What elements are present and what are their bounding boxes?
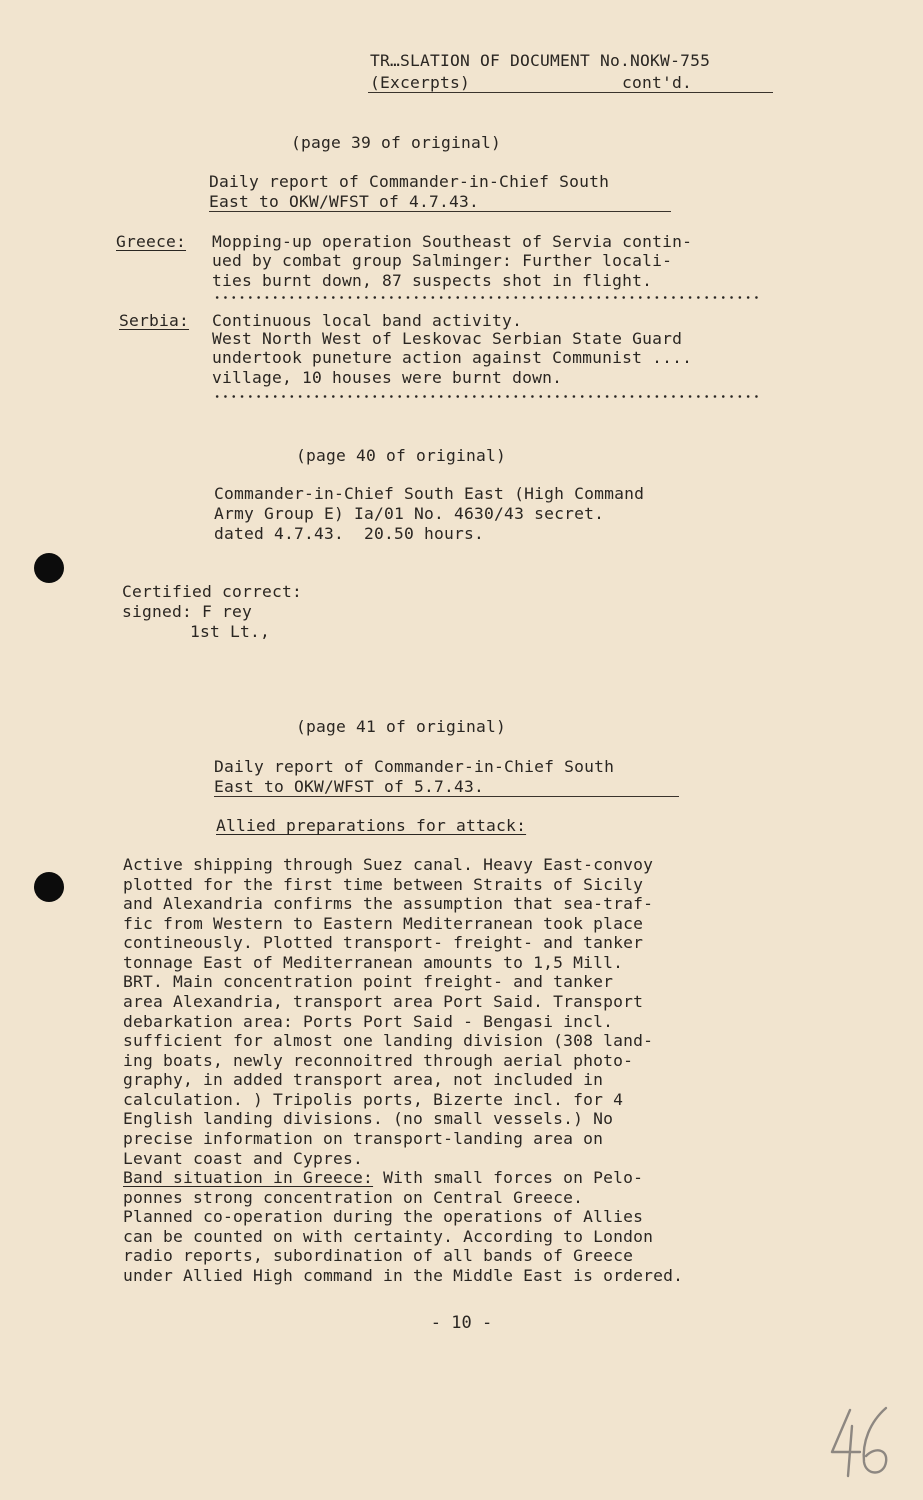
body-line: tonnage East of Mediterranean amounts to 1,5 Mill. bbox=[123, 953, 624, 972]
band-line: ponnes strong concentration on Central Greece. bbox=[123, 1188, 584, 1207]
signed-line: signed: F rey bbox=[122, 602, 253, 621]
command-line-1: Commander-in-Chief South East (High Command bbox=[214, 484, 645, 503]
body-line: Levant coast and Cypres. bbox=[123, 1149, 364, 1168]
page-40-ref: (page 40 of original) bbox=[296, 446, 507, 465]
body-line: ing boats, newly reconnoitred through aerial photo- bbox=[123, 1051, 634, 1070]
body-line: and Alexandria confirms the assumption that sea-traf- bbox=[123, 894, 654, 913]
greece-line-3: ties burnt down, 87 suspects shot in flight. bbox=[212, 271, 653, 290]
dotted-separator bbox=[213, 395, 760, 398]
page-39-ref: (page 39 of original) bbox=[291, 133, 502, 152]
report-39-title-line2: East to OKW/WFST of 4.7.43. bbox=[209, 192, 480, 211]
band-line: Planned co-operation during the operations of Allies bbox=[123, 1207, 644, 1226]
header-rule bbox=[368, 92, 773, 93]
dotted-separator bbox=[213, 296, 760, 299]
band-situation-label: Band situation in Greece: bbox=[123, 1168, 374, 1187]
allied-preparations-heading: Allied preparations for attack: bbox=[216, 816, 527, 835]
band-situation-text: With small forces on Pelo- bbox=[373, 1168, 644, 1187]
body-line: graphy, in added transport area, not included in bbox=[123, 1070, 604, 1089]
body-line: English landing divisions. (no small vessels.) No bbox=[123, 1109, 614, 1128]
greece-label: Greece: bbox=[116, 232, 187, 251]
report-41-rule bbox=[214, 796, 679, 797]
page-41-ref: (page 41 of original) bbox=[296, 717, 507, 736]
body-line: fic from Western to Eastern Mediterranean took place bbox=[123, 914, 644, 933]
band-situation-line bbox=[123, 1168, 643, 1188]
band-line: under Allied High command in the Middle East is ordered. bbox=[123, 1266, 684, 1285]
report-39-rule bbox=[209, 211, 671, 212]
body-line: calculation. ) Tripolis ports, Bizerte incl. for 4 bbox=[123, 1090, 624, 1109]
body-line: area Alexandria, transport area Port Said. Transport bbox=[123, 992, 644, 1011]
body-line: contineously. Plotted transport- freight- and tanker bbox=[123, 933, 644, 952]
body-line: debarkation area: Ports Port Said - Bengasi incl. bbox=[123, 1012, 614, 1031]
greece-line-2: ued by combat group Salminger: Further locali- bbox=[212, 251, 673, 270]
punch-hole-bottom bbox=[34, 872, 64, 902]
continued-label: cont'd. bbox=[622, 73, 693, 92]
page-number: - 10 - bbox=[430, 1313, 493, 1333]
body-line: plotted for the first time between Straits of Sicily bbox=[123, 875, 644, 894]
punch-hole-top bbox=[34, 553, 64, 583]
body-line: BRT. Main concentration point freight- and tanker bbox=[123, 972, 614, 991]
report-41-title-line1: Daily report of Commander-in-Chief South bbox=[214, 757, 615, 776]
report-41-title-line2: East to OKW/WFST of 5.7.43. bbox=[214, 777, 485, 796]
serbia-line-4: village, 10 houses were burnt down. bbox=[212, 368, 563, 387]
greece-line-1: Mopping-up operation Southeast of Servia contin- bbox=[212, 232, 693, 251]
serbia-line-3: undertook puneture action against Communist .... bbox=[212, 348, 693, 367]
rank-line: 1st Lt., bbox=[190, 622, 271, 641]
command-line-2: Army Group E) Ia/01 No. 4630/43 secret. bbox=[214, 504, 605, 523]
certified-correct: Certified correct: bbox=[122, 582, 303, 601]
body-line: Active shipping through Suez canal. Heavy East-convoy bbox=[123, 855, 654, 874]
body-line: sufficient for almost one landing division (308 land- bbox=[123, 1031, 654, 1050]
excerpts-label: (Excerpts) bbox=[370, 73, 471, 92]
band-line: can be counted on with certainty. According to London bbox=[123, 1227, 654, 1246]
handwritten-page-number bbox=[826, 1404, 898, 1482]
serbia-label: Serbia: bbox=[119, 311, 190, 330]
command-line-3: dated 4.7.43. 20.50 hours. bbox=[214, 524, 485, 543]
translation-header: TR…SLATION OF DOCUMENT No.NOKW-755 bbox=[370, 51, 711, 70]
body-line: precise information on transport-landing area on bbox=[123, 1129, 604, 1148]
serbia-line-2: West North West of Leskovac Serbian State Guard bbox=[212, 329, 683, 348]
band-line: radio reports, subordination of all bands of Greece bbox=[123, 1246, 634, 1265]
serbia-line-1: Continuous local band activity. bbox=[212, 311, 523, 330]
report-39-title-line1: Daily report of Commander-in-Chief South bbox=[209, 172, 610, 191]
